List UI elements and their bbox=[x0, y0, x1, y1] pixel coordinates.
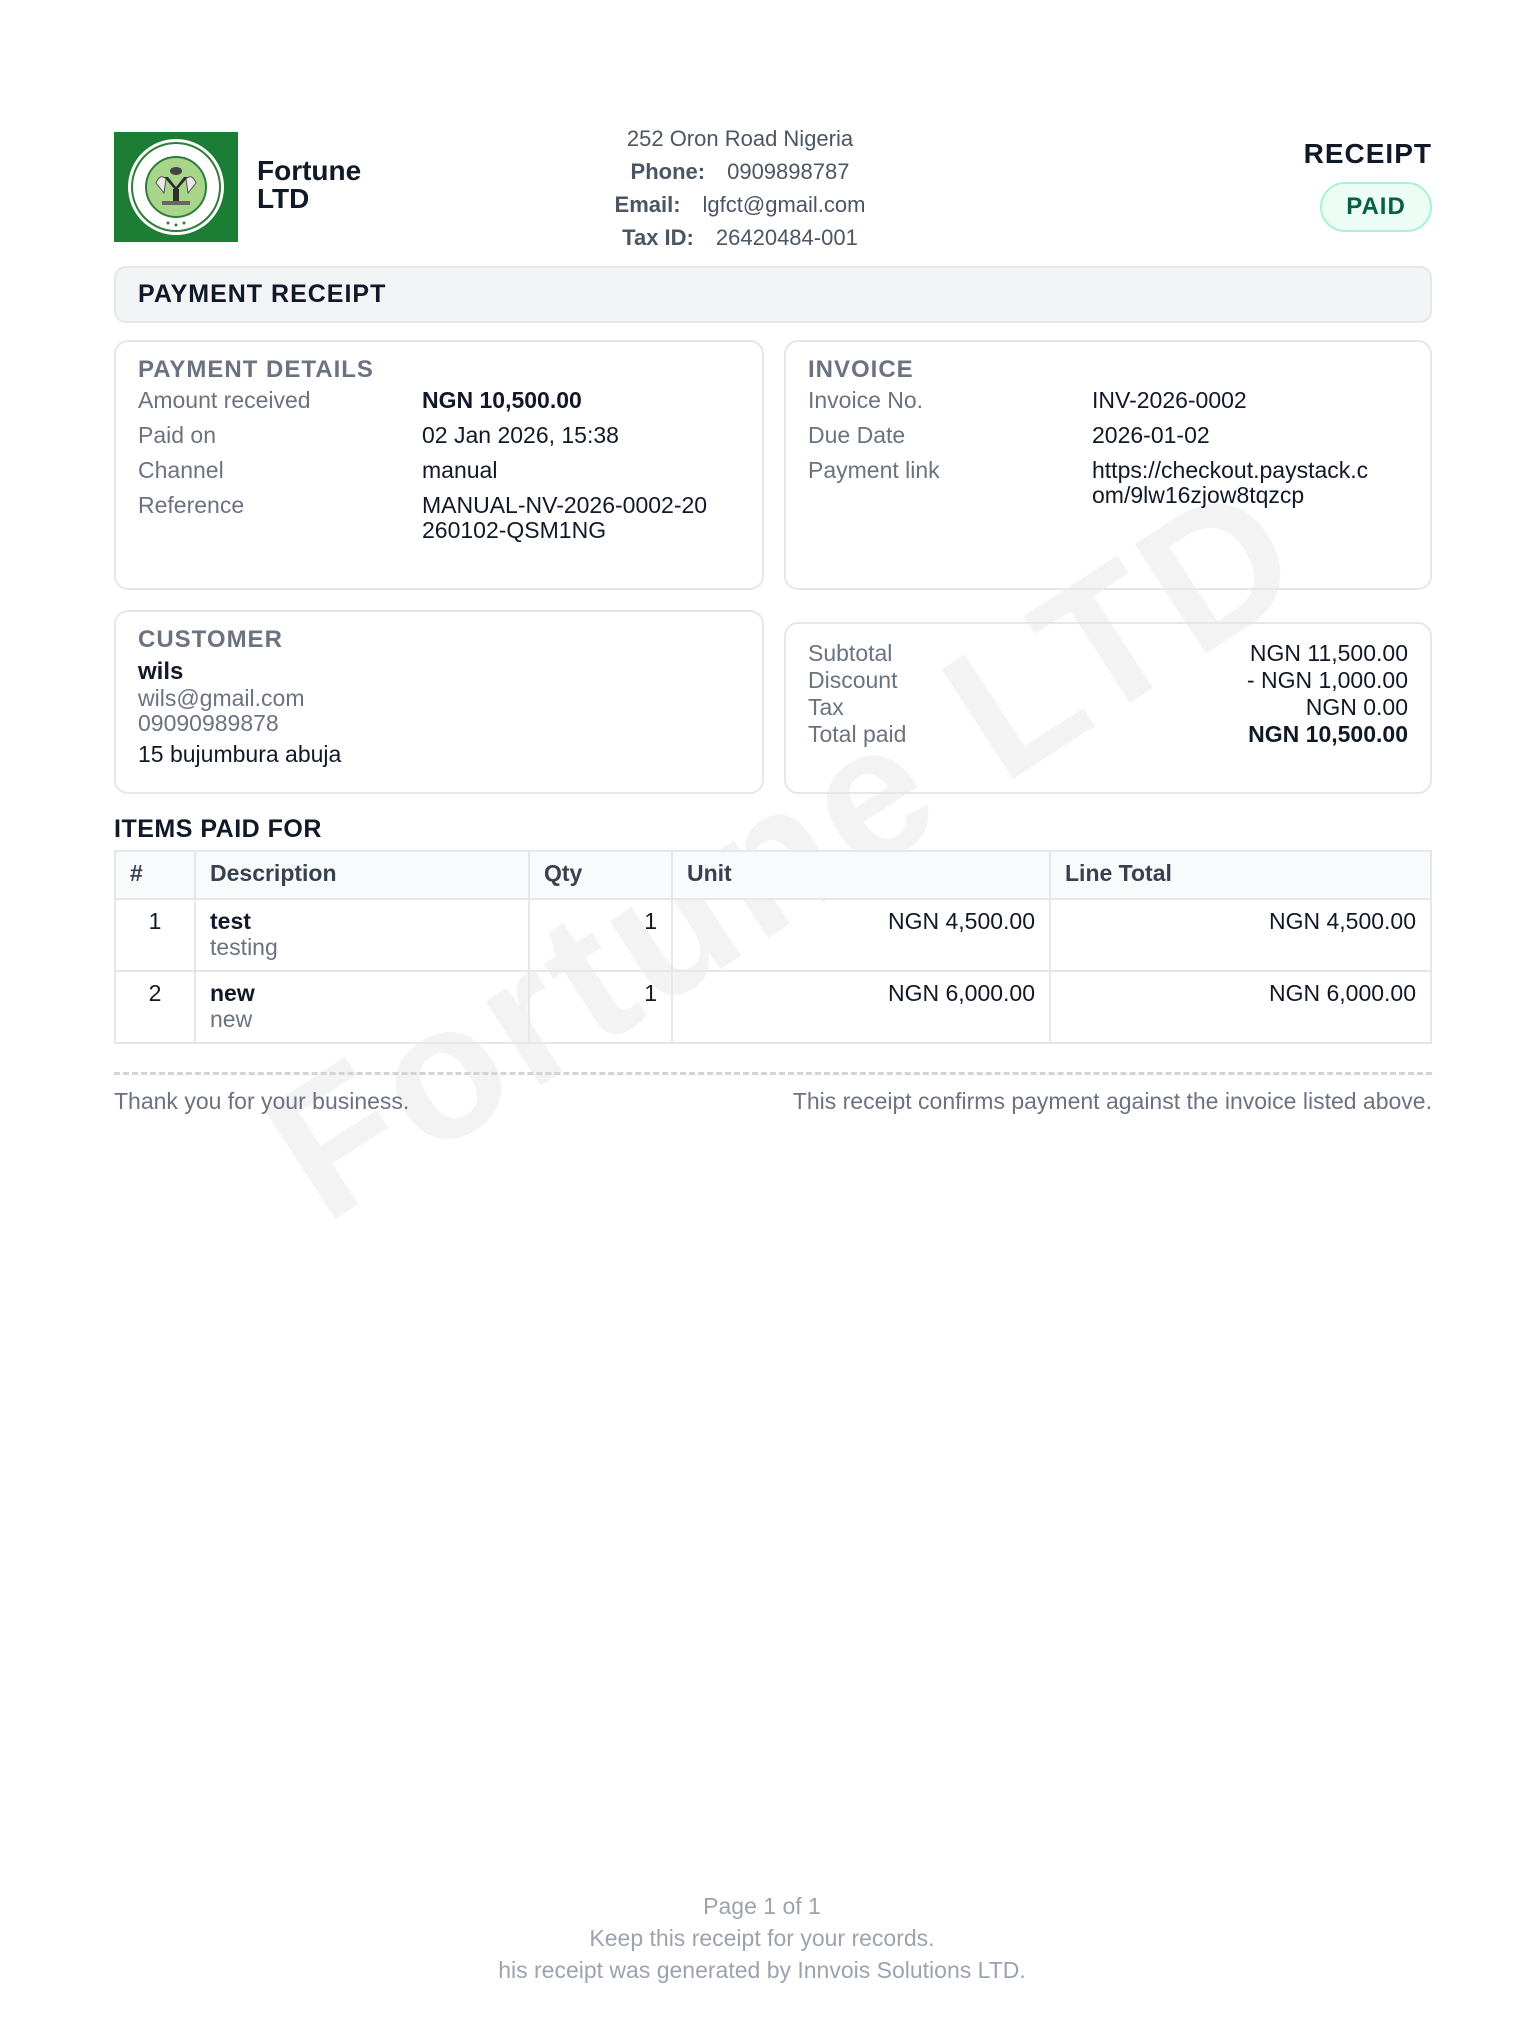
page-number: Page 1 of 1 bbox=[703, 1893, 821, 1919]
table-row bbox=[115, 971, 1431, 1043]
customer-email: wils@gmail.com bbox=[138, 685, 305, 711]
items-section-title: ITEMS PAID FOR bbox=[114, 815, 322, 843]
customer-card bbox=[114, 610, 764, 794]
payment-details-card bbox=[114, 340, 764, 590]
totals-label: Tax bbox=[808, 694, 844, 720]
item-name: test bbox=[210, 908, 251, 934]
invoice-row-number bbox=[808, 388, 1408, 413]
page-title: PAYMENT RECEIPT bbox=[114, 266, 1432, 323]
company-name-line1: Fortune bbox=[257, 155, 362, 186]
totals-value: - NGN 1,000.00 bbox=[1246, 667, 1408, 693]
item-line-total: NGN 4,500.00 bbox=[1050, 899, 1431, 971]
item-name: new bbox=[210, 980, 255, 1006]
item-unit-price: NGN 6,000.00 bbox=[672, 971, 1050, 1043]
invoice-label: Payment link bbox=[808, 457, 940, 483]
company-name-line2: LTD bbox=[257, 183, 310, 214]
totals-label: Total paid bbox=[808, 721, 907, 747]
totals-row-discount bbox=[808, 667, 1408, 694]
company-email-row bbox=[560, 188, 920, 221]
totals-value: NGN 10,500.00 bbox=[1248, 721, 1408, 747]
seal-icon bbox=[128, 139, 224, 235]
invoice-label: Due Date bbox=[808, 422, 906, 448]
company-address: 252 Oron Road Nigeria bbox=[626, 126, 854, 151]
detail-label: Paid on bbox=[138, 422, 217, 448]
invoice-row-due-date bbox=[808, 423, 1408, 448]
card-title: INVOICE bbox=[808, 356, 914, 383]
totals-label: Discount bbox=[808, 667, 898, 693]
card-title: CUSTOMER bbox=[138, 626, 283, 653]
phone-value: 0909898787 bbox=[727, 159, 850, 184]
item-line-total: NGN 6,000.00 bbox=[1050, 971, 1431, 1043]
item-qty: 1 bbox=[529, 971, 672, 1043]
item-qty: 1 bbox=[529, 899, 672, 971]
detail-row-channel bbox=[138, 458, 740, 483]
totals-row-tax bbox=[808, 694, 1408, 721]
totals-row-total-paid bbox=[808, 721, 1408, 748]
phone-label: Phone: bbox=[630, 159, 706, 184]
item-number: 1 bbox=[115, 899, 195, 971]
detail-label: Channel bbox=[138, 457, 224, 483]
invoice-card bbox=[784, 340, 1432, 590]
keep-records-note: Keep this receipt for your records. bbox=[589, 1925, 935, 1951]
company-tax-row bbox=[560, 221, 920, 254]
column-header-unit: Unit bbox=[672, 851, 1050, 899]
invoice-row-payment-link bbox=[808, 458, 1408, 508]
page-footer bbox=[0, 1890, 1524, 1986]
company-name bbox=[257, 157, 417, 213]
email-label: Email: bbox=[614, 192, 681, 217]
coat-of-arms-icon bbox=[128, 139, 224, 235]
totals-label: Subtotal bbox=[808, 640, 893, 666]
detail-value: NGN 10,500.00 bbox=[422, 387, 582, 413]
table-row bbox=[115, 899, 1431, 971]
thank-you-note: Thank you for your business. bbox=[114, 1088, 410, 1114]
generated-by-note: his receipt was generated by Innvois Solutions LTD. bbox=[498, 1957, 1026, 1983]
column-header-description: Description bbox=[195, 851, 529, 899]
company-logo bbox=[114, 132, 238, 242]
column-header-number: # bbox=[115, 851, 195, 899]
item-description-cell bbox=[195, 899, 529, 971]
item-description-cell bbox=[195, 971, 529, 1043]
customer-phone: 09090989878 bbox=[138, 710, 279, 736]
company-contact-block bbox=[560, 122, 920, 254]
invoice-value: INV-2026-0002 bbox=[1092, 387, 1247, 413]
detail-row-amount bbox=[138, 388, 740, 413]
confirmation-note: This receipt confirms payment against the invoice listed above. bbox=[792, 1088, 1432, 1114]
item-number: 2 bbox=[115, 971, 195, 1043]
detail-row-paid-on bbox=[138, 423, 740, 448]
detail-label: Amount received bbox=[138, 387, 311, 413]
detail-label: Reference bbox=[138, 492, 245, 518]
company-phone-row bbox=[560, 155, 920, 188]
tax-id-label: Tax ID: bbox=[622, 225, 694, 250]
column-header-qty: Qty bbox=[529, 851, 672, 899]
totals-row-subtotal bbox=[808, 640, 1408, 667]
column-header-line-total: Line Total bbox=[1050, 851, 1431, 899]
status-badge: PAID bbox=[1320, 182, 1432, 232]
detail-value: manual bbox=[422, 457, 498, 483]
detail-value: MANUAL-NV-2026-0002-20260102-QSM1NG bbox=[422, 492, 708, 543]
customer-address: 15 bujumbura abuja bbox=[138, 741, 342, 767]
totals-value: NGN 0.00 bbox=[1305, 694, 1408, 720]
detail-row-reference bbox=[138, 493, 740, 543]
item-description: testing bbox=[210, 934, 278, 960]
dashed-divider bbox=[114, 1072, 1432, 1075]
invoice-value: 2026-01-02 bbox=[1092, 422, 1210, 448]
items-table bbox=[114, 850, 1432, 1044]
payment-link[interactable]: https://checkout.paystack.com/9lw16zjow8tqzcp bbox=[1092, 457, 1369, 508]
table-header-row bbox=[115, 851, 1431, 899]
item-description: new bbox=[210, 1006, 253, 1032]
totals-value: NGN 11,500.00 bbox=[1249, 640, 1408, 666]
detail-value: 02 Jan 2026, 15:38 bbox=[422, 422, 619, 448]
document-type: RECEIPT bbox=[1303, 138, 1432, 169]
invoice-label: Invoice No. bbox=[808, 387, 924, 413]
item-unit-price: NGN 4,500.00 bbox=[672, 899, 1050, 971]
totals-card bbox=[784, 622, 1432, 794]
customer-name: wils bbox=[138, 658, 184, 685]
card-title: PAYMENT DETAILS bbox=[138, 356, 374, 383]
tax-id-value: 26420484-001 bbox=[715, 225, 858, 250]
email-value: lgfct@gmail.com bbox=[702, 192, 866, 217]
